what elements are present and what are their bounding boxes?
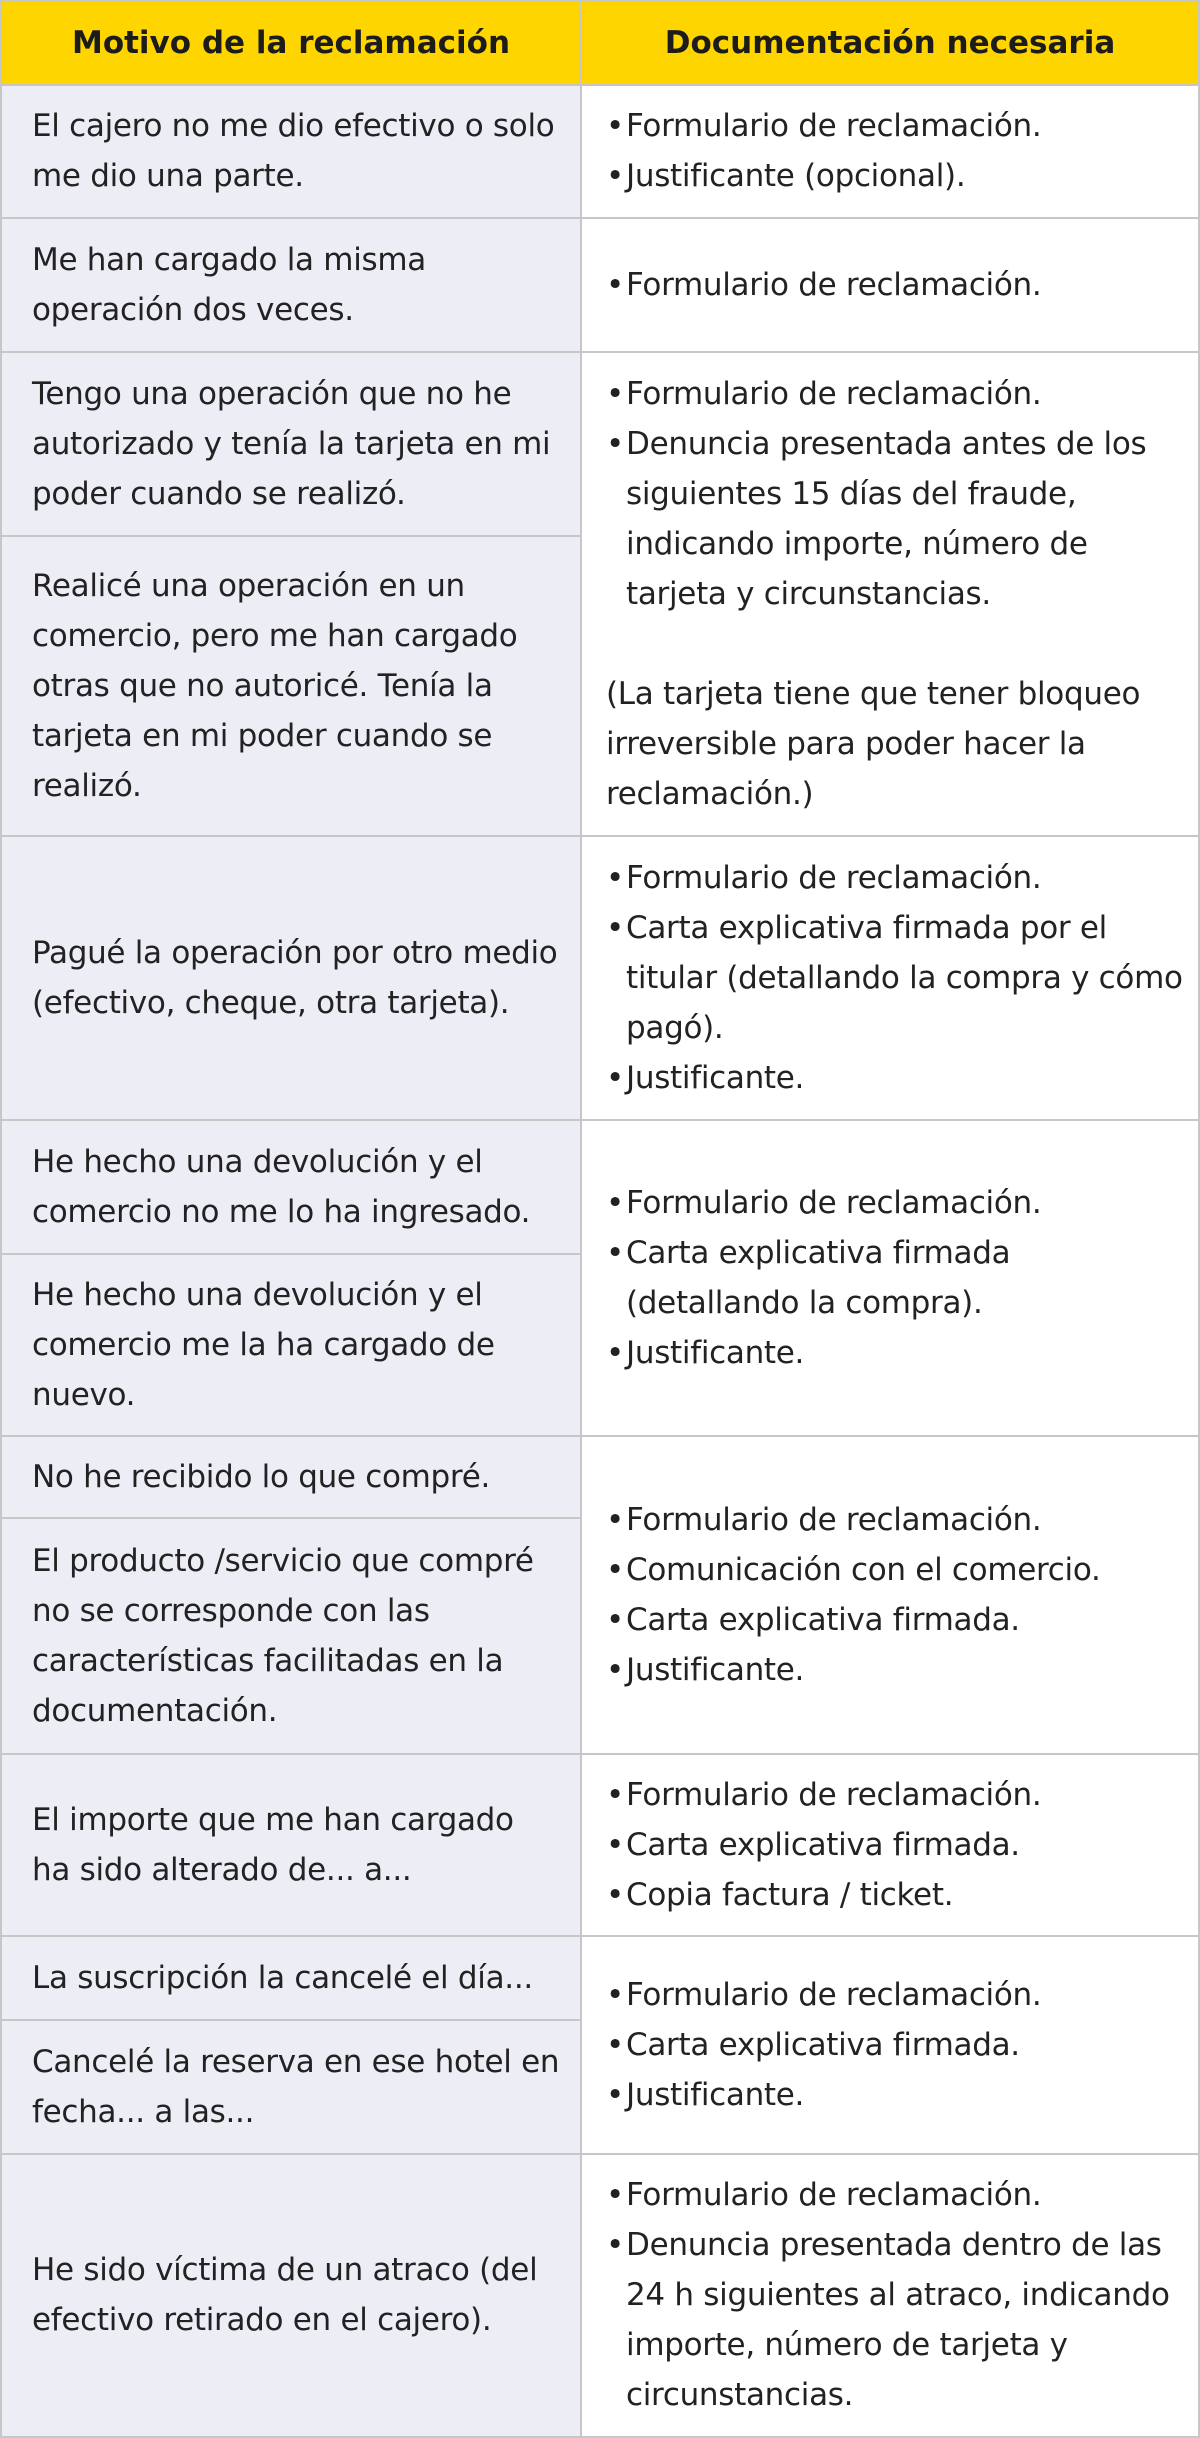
bullet-item: • Justificante.	[606, 1652, 805, 1688]
bullet-item: • Denuncia presentada dentro de las 24 h siguientes al atraco, indicando importe, número de tarjeta y circunstancias.	[606, 2227, 1170, 2413]
row-divider	[2, 1435, 1198, 1437]
bullet-item: • Justificante (opcional).	[606, 158, 966, 194]
reason-cell	[2, 1518, 580, 1754]
bullet-item: • Carta explicativa firmada.	[606, 2027, 1020, 2063]
reason-text: El importe que me han cargado ha sido alterado de... a...	[32, 1802, 514, 1888]
bullet-item: • Formulario de reclamación.	[606, 860, 1042, 896]
reason-cell	[2, 1120, 580, 1254]
bullet-item: • Formulario de reclamación.	[606, 376, 1042, 412]
reason-text: Pagué la operación por otro medio (efectivo, cheque, otra tarjeta).	[32, 935, 558, 1021]
bullet-item: • Denuncia presentada antes de los siguientes 15 días del fraude, indicando importe, número de tarjeta y circunstancias.	[606, 426, 1147, 612]
reason-cell	[2, 1436, 580, 1518]
note-text: (La tarjeta tiene que tener bloqueo irreversible para poder hacer la reclamación.)	[606, 676, 1141, 812]
row-divider	[2, 1119, 1198, 1121]
bullet-item: • Formulario de reclamación.	[606, 1502, 1042, 1538]
row-divider	[2, 1253, 580, 1255]
bullet-item: • Formulario de reclamación.	[606, 267, 1042, 303]
reason-text: El producto /servicio que compré no se corresponde con las características facilitadas en la documentación.	[32, 1543, 534, 1729]
reason-cell	[2, 2154, 580, 2436]
row-divider	[2, 2153, 1198, 2155]
documentation-cell	[582, 352, 1198, 836]
row-divider	[2, 535, 580, 537]
bullet-item: • Carta explicativa firmada por el titular (detallando la compra y cómo pagó).	[606, 910, 1183, 1046]
reason-text: Realicé una operación en un comercio, pero me han cargado otras que no autoricé. Tenía la tarjeta en mi poder cuando se realizó.	[32, 568, 518, 804]
reason-text: Tengo una operación que no he autorizado y tenía la tarjeta en mi poder cuando se realizó.	[32, 376, 551, 512]
bullet-item: • Carta explicativa firmada.	[606, 1827, 1020, 1863]
reason-text: La suscripción la cancelé el día...	[32, 1960, 533, 1996]
bullet-item: • Formulario de reclamación.	[606, 1185, 1042, 1221]
documentation-cell	[582, 218, 1198, 352]
reason-text: No he recibido lo que compré.	[32, 1459, 491, 1495]
row-divider	[2, 1935, 1198, 1937]
reason-text: El cajero no me dio efectivo o solo me dio una parte.	[32, 108, 555, 194]
row-divider	[2, 351, 1198, 353]
bullet-item: • Carta explicativa firmada.	[606, 1602, 1020, 1638]
bullet-item: • Justificante.	[606, 1335, 805, 1371]
documentation-cell	[582, 84, 1198, 218]
row-divider	[2, 217, 1198, 219]
bullet-item: • Carta explicativa firmada (detallando la compra).	[606, 1235, 1011, 1321]
bullet-item: • Justificante.	[606, 1060, 805, 1096]
bullet-item: • Formulario de reclamación.	[606, 1977, 1042, 2013]
row-divider	[2, 1517, 580, 1519]
header-reason: Motivo de la reclamación	[2, 2, 580, 84]
header-documentation: Documentación necesaria	[582, 2, 1198, 84]
reason-cell	[2, 84, 580, 218]
reason-cell	[2, 218, 580, 352]
reason-cell	[2, 2020, 580, 2154]
reason-text: He sido víctima de un atraco (del efectivo retirado en el cajero).	[32, 2252, 538, 2338]
documentation-cell	[582, 1754, 1198, 1936]
reason-cell	[2, 1936, 580, 2020]
bullet-item: • Comunicación con el comercio.	[606, 1552, 1101, 1588]
reason-text: He hecho una devolución y el comercio no me lo ha ingresado.	[32, 1144, 531, 1230]
reason-cell	[2, 836, 580, 1120]
bullet-item: • Formulario de reclamación.	[606, 2177, 1042, 2213]
documentation-cell	[582, 1436, 1198, 1754]
column-divider	[580, 2, 582, 2436]
reason-text: Cancelé la reserva en ese hotel en fecha... a las...	[32, 2044, 560, 2130]
reason-text: He hecho una devolución y el comercio me la ha cargado de nuevo.	[32, 1277, 495, 1413]
bullet-item: • Justificante.	[606, 2077, 805, 2113]
reason-text: Me han cargado la misma operación dos veces.	[32, 242, 426, 328]
reason-cell	[2, 1254, 580, 1436]
documentation-cell	[582, 836, 1198, 1120]
bullet-item: • Copia factura / ticket.	[606, 1877, 954, 1913]
documentation-cell	[582, 1936, 1198, 2154]
reason-cell	[2, 352, 580, 536]
reason-cell	[2, 536, 580, 836]
row-divider	[2, 2019, 580, 2021]
documentation-cell	[582, 1120, 1198, 1436]
documentation-cell	[582, 2154, 1198, 2436]
row-divider	[2, 84, 1198, 86]
bullet-item: • Formulario de reclamación.	[606, 108, 1042, 144]
reason-cell	[2, 1754, 580, 1936]
row-divider	[2, 1753, 1198, 1755]
bullet-item: • Formulario de reclamación.	[606, 1777, 1042, 1813]
row-divider	[2, 835, 1198, 837]
